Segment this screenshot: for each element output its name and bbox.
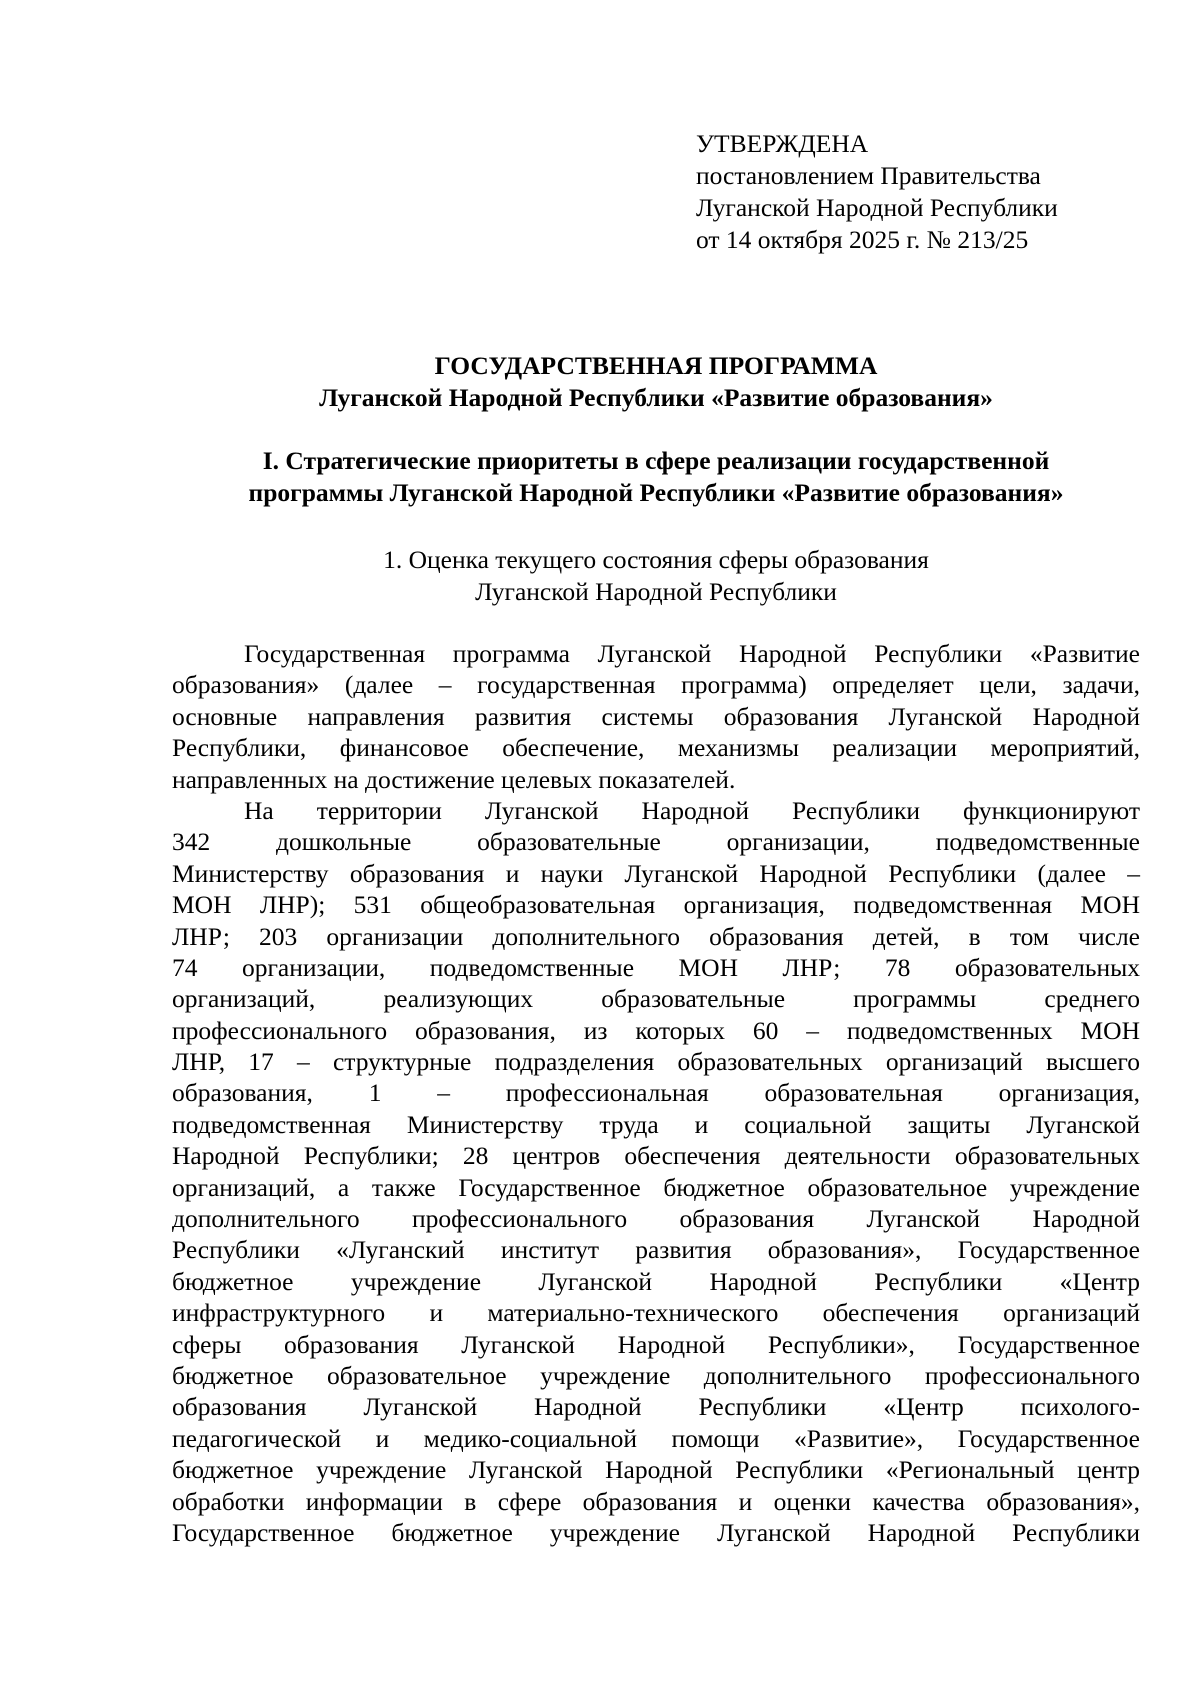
program-title [172, 350, 1140, 414]
paragraph-organizations [172, 795, 1140, 1548]
paragraph-line: Государственное бюджетное учреждение Луганской Народной Республики [172, 1517, 1140, 1547]
paragraph-line: профессионального образования, из которых 60 – подведомственных МОН [172, 1015, 1140, 1045]
paragraph-line: сферы образования Луганской Народной Республики», Государственное [172, 1329, 1140, 1359]
subsection-heading [172, 544, 1140, 608]
paragraph-line: образования Луганской Народной Республики «Центр психолого- [172, 1392, 1140, 1422]
paragraph-line: 74 организации, подведомственные МОН ЛНР; 78 образовательных [172, 952, 1140, 982]
paragraph-line: бюджетное учреждение Луганской Народной Республики «Региональный центр [172, 1455, 1140, 1485]
program-title-line-1: ГОСУДАРСТВЕННАЯ ПРОГРАММА [434, 351, 878, 380]
paragraph-line: ЛНР; 203 организации дополнительного образования детей, в том числе [172, 921, 1140, 951]
paragraph-line: Республики, финансовое обеспечение, механизмы реализации мероприятий, [172, 733, 1140, 763]
paragraph-line: обработки информации в сфере образования и оценки качества образования», [172, 1486, 1140, 1516]
paragraph-line: Народной Республики; 28 центров обеспечения деятельности образовательных [172, 1141, 1140, 1171]
paragraph-line: подведомственная Министерству труда и социальной защиты Луганской [172, 1109, 1140, 1139]
paragraph-line: бюджетное образовательное учреждение дополнительного профессионального [172, 1360, 1140, 1390]
paragraph-line: Республики «Луганский институт развития образования», Государственное [172, 1235, 1140, 1265]
paragraph-line: дополнительного профессионального образования Луганской Народной [172, 1204, 1140, 1234]
paragraph-line: бюджетное учреждение Луганской Народной Республики «Центр [172, 1266, 1140, 1296]
section-heading-line-1: I. Стратегические приоритеты в сфере реализации государственной [262, 446, 1050, 475]
paragraph-program-overview [172, 638, 1140, 795]
approval-resolution-line: постановлением Правительства [696, 161, 1041, 190]
paragraph-line: ЛНР, 17 – структурные подразделения образовательных организаций высшего [172, 1047, 1140, 1077]
paragraph-line: педагогической и медико-социальной помощи «Развитие», Государственное [172, 1423, 1140, 1453]
paragraph-line: 342 дошкольные образовательные организации, подведомственные [172, 827, 1140, 857]
approval-heading: УТВЕРЖДЕНА [696, 129, 869, 158]
section-heading [172, 445, 1140, 509]
body-text [172, 638, 1140, 1548]
approval-date-number-line: от 14 октября 2025 г. № 213/25 [696, 225, 1029, 254]
subsection-heading-line-2: Луганской Народной Республики [475, 577, 837, 606]
paragraph-line: организаций, реализующих образовательные программы среднего [172, 984, 1140, 1014]
paragraph-line: На территории Луганской Народной Республики функционируют [244, 795, 1140, 825]
subsection-heading-line-1: 1. Оценка текущего состояния сферы образования [383, 545, 929, 574]
paragraph-line: основные направления развития системы образования Луганской Народной [172, 701, 1140, 731]
approval-stamp-block [696, 128, 1058, 256]
program-title-line-2: Луганской Народной Республики «Развитие образования» [319, 383, 993, 412]
paragraph-line: организаций, а также Государственное бюджетное образовательное учреждение [172, 1172, 1140, 1202]
approval-government-line: Луганской Народной Республики [696, 193, 1058, 222]
section-heading-line-2: программы Луганской Народной Республики «Развитие образования» [248, 478, 1064, 507]
paragraph-line: Государственная программа Луганской Народной Республики «Развитие [244, 639, 1140, 668]
paragraph-line: МОН ЛНР); 531 общеобразовательная организация, подведомственная МОН [172, 890, 1140, 920]
paragraph-line: направленных на достижение целевых показателей. [172, 764, 736, 794]
paragraph-line: инфраструктурного и материально-технического обеспечения организаций [172, 1298, 1140, 1328]
paragraph-line: образования, 1 – профессиональная образовательная организация, [172, 1078, 1140, 1108]
paragraph-line: образования» (далее – государственная программа) определяет цели, задачи, [172, 670, 1140, 700]
paragraph-line: Министерству образования и науки Луганской Народной Республики (далее – [172, 858, 1140, 888]
